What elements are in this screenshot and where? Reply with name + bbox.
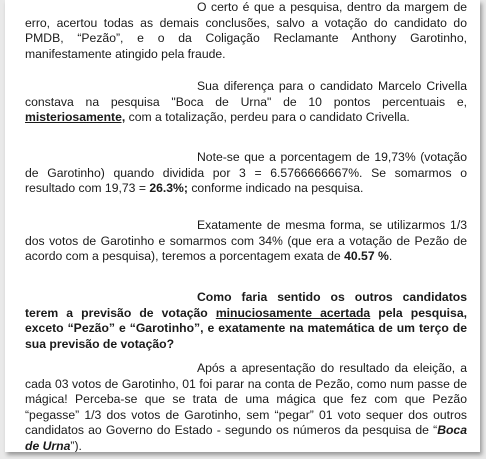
paragraph-text: ”). xyxy=(70,438,82,452)
emphasis-misteriosamente: misteriosamente, xyxy=(25,110,126,124)
paragraph-text: pela pesquisa, exceto “Pezão” e “Garotinho”, e exatamente na matemática de um terço de sua previsão de votação? xyxy=(25,305,467,351)
emphasis-26-percent: 26.3%; xyxy=(149,181,188,195)
paragraph-text: Como faria sentido os outros candidatos terem a previsão de votação xyxy=(25,290,467,320)
paragraph-text: conforme indicado na pesquisa. xyxy=(187,181,364,195)
paragraph-question xyxy=(25,290,467,352)
emphasis-40-percent: 40.57 % xyxy=(344,249,389,263)
paragraph-text: com a totalização, perdeu para o candidato Crivella. xyxy=(125,110,410,124)
paragraph-text: Note-se que a porcentagem de 19,73% (votação de Garotinho) quando dividida por 3 = 6.5766666667%. Se somarmos o resultado com 19,73 = xyxy=(25,150,467,195)
paragraph-pezao-calc xyxy=(25,218,467,265)
paragraph-text: Exatamente de mesma forma, se utilizarmos 1/3 dos votos de Garotinho e somarmos com 34% (que era a votação de Pezão de acordo com a pesquisa), teremos a porcentagem exata de xyxy=(25,218,467,263)
paragraph-text: Sua diferença para o candidato Marcelo Crivella constava na pesquisa "Boca de Urna" de 10 pontos percentuais e, xyxy=(25,79,467,109)
paragraph-survey-accuracy xyxy=(25,0,467,62)
paragraph-crivella-difference xyxy=(25,79,467,126)
paragraph-text: Após a apresentação do resultado da eleição, a cada 03 votos de Garotinho, 01 foi parar na conta de Pezão, como num passe de mágica! Perceba-se que se trata de uma mágica que fez com que Pezão “pegasse” 1/3 dos votos de Garotinho, sem “pegar” 01 voto sequer dos outros candidatos ao Governo do Estado - segundo os números da pesquisa de “ xyxy=(25,361,467,437)
emphasis-boca-de-urna: Boca de Urna xyxy=(25,423,467,452)
paragraph-magic-transfer xyxy=(25,361,467,452)
paragraph-text: . xyxy=(388,249,393,263)
document-page xyxy=(5,0,480,452)
paragraph-percentage-calc xyxy=(25,150,467,197)
paragraph-text: O certo é que a pesquisa, dentro da margem de erro, acertou todas as demais conclusões, salvo a votação do candidato do PMDB, “Pezão”, e o da Coligação Reclamante Anthony Garotinho, manifestamente atingido pela fraude. xyxy=(25,0,467,61)
emphasis-minuciosamente: minuciosamente acertada xyxy=(215,305,371,320)
